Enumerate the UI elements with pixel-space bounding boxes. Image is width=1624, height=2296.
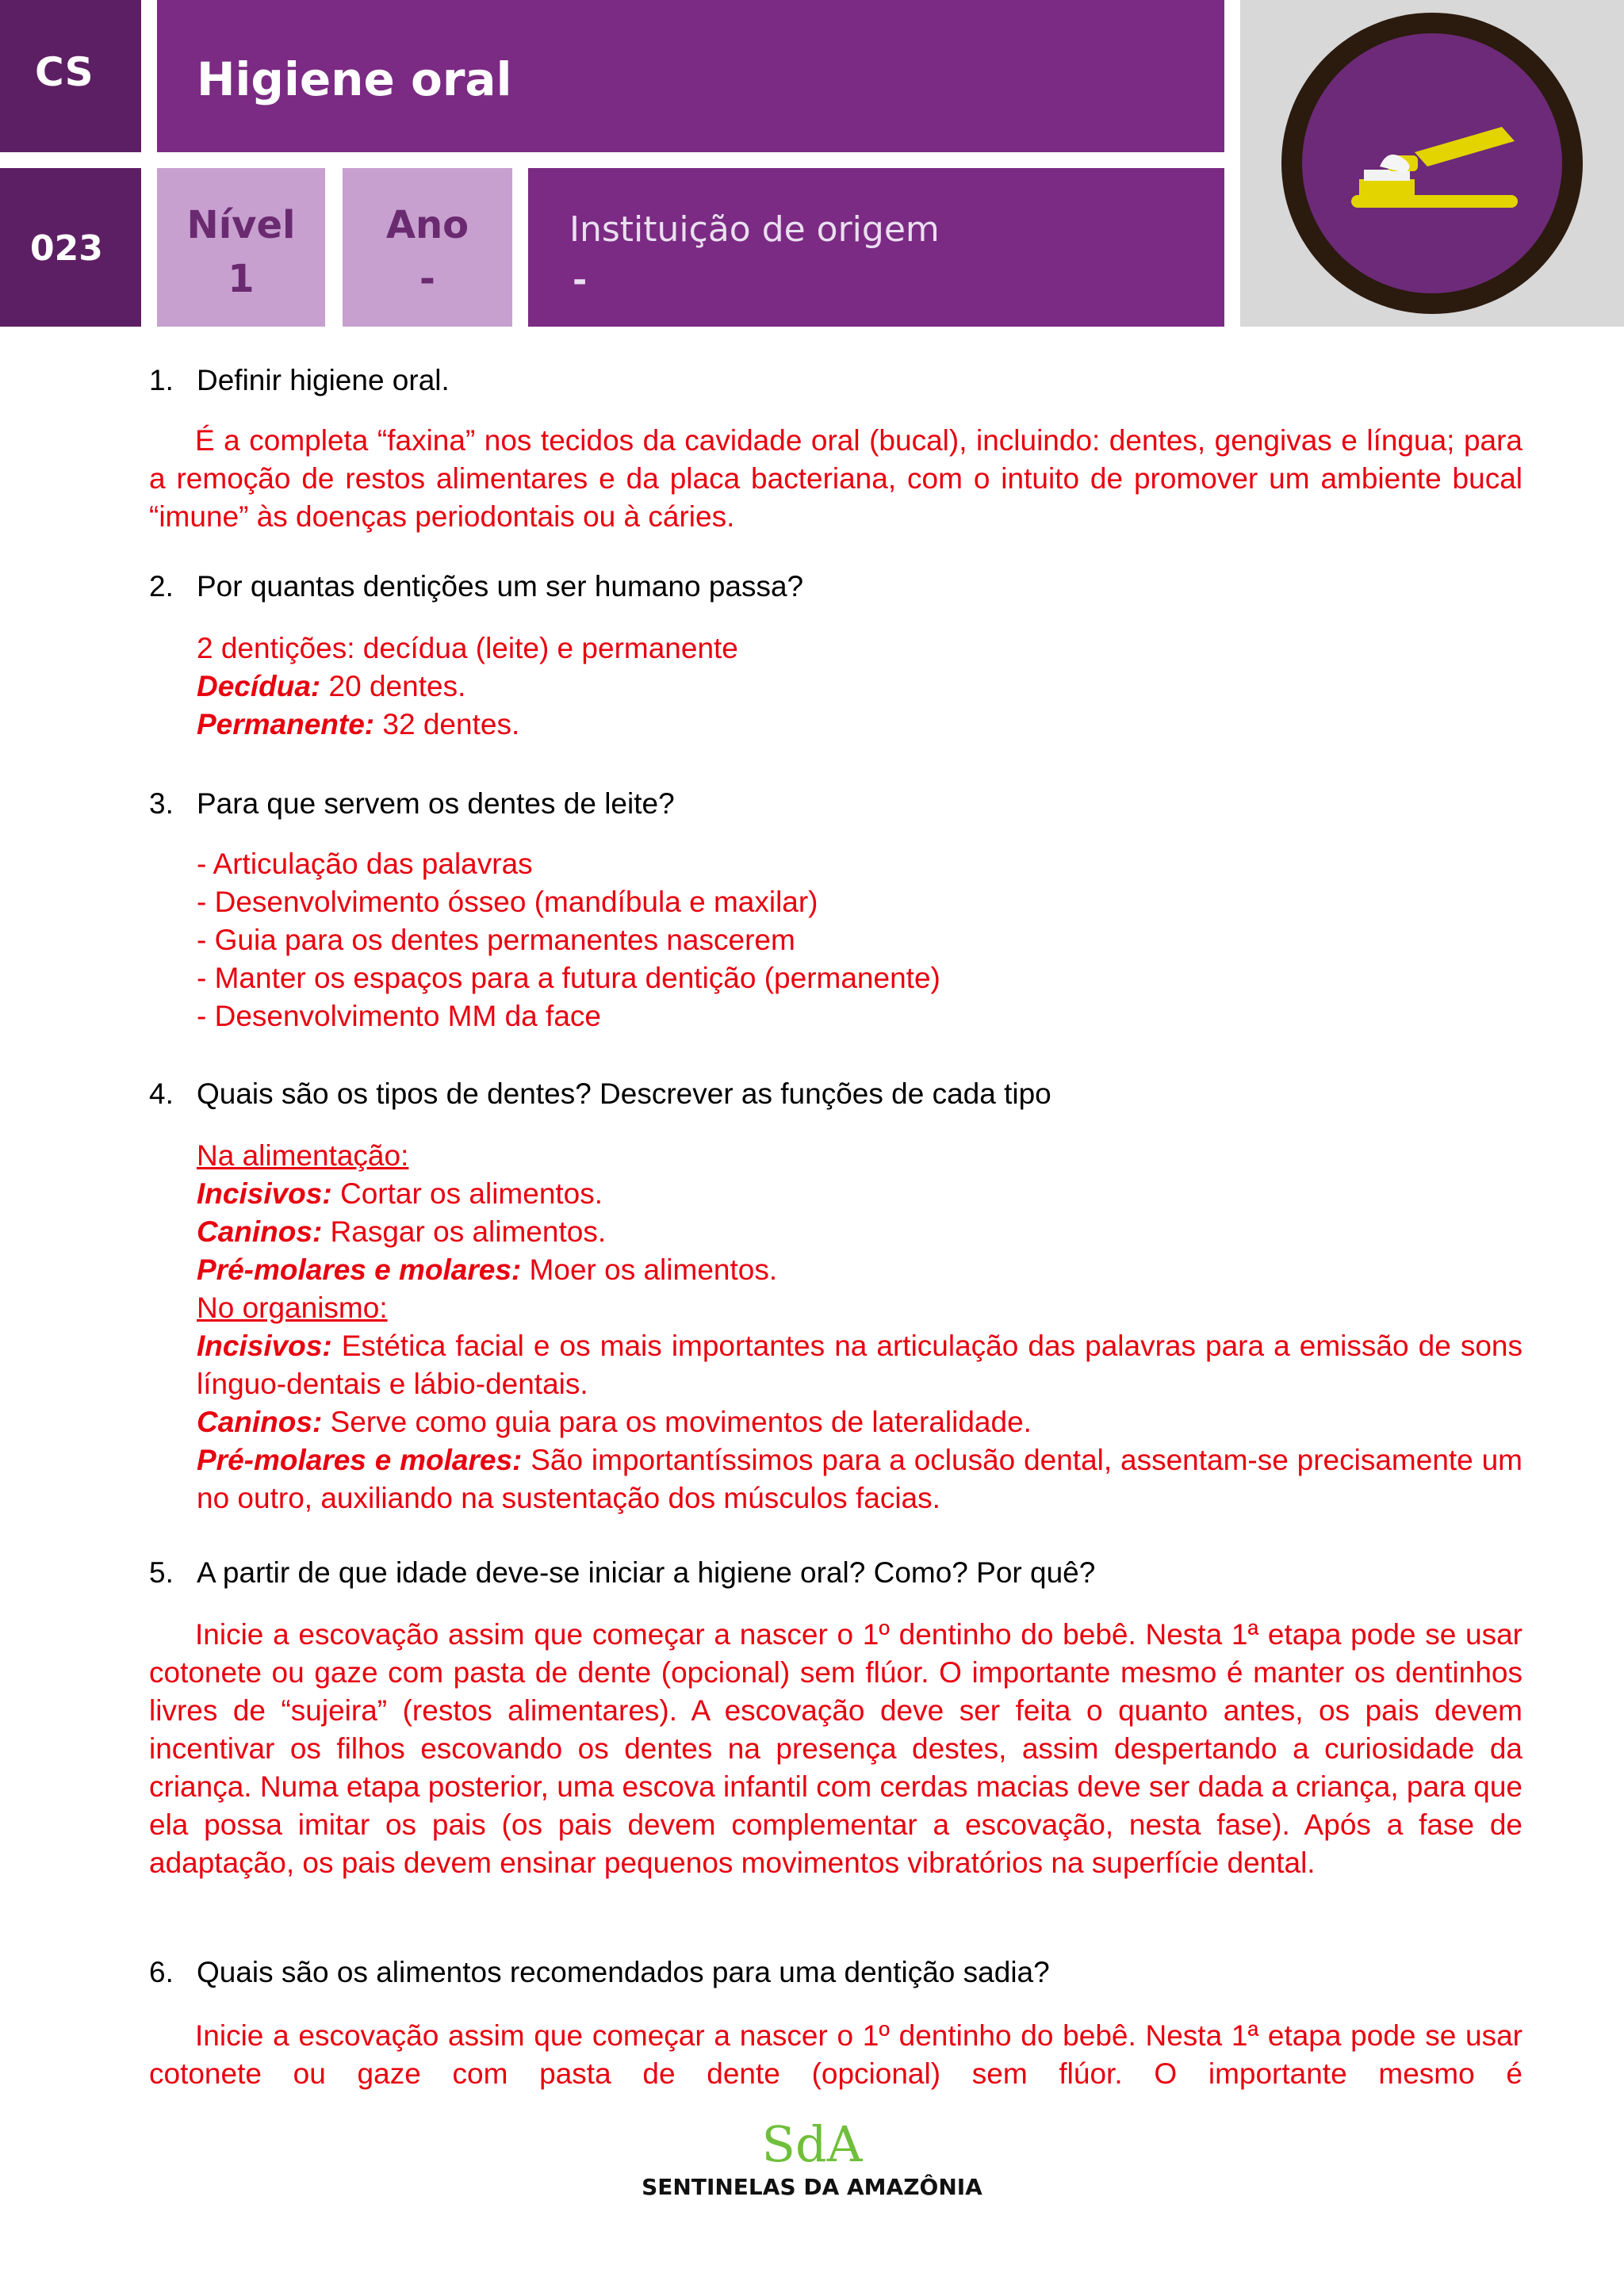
question-number: 2. xyxy=(149,570,174,603)
answer-line: 2 dentições: decídua (leite) e permanente xyxy=(197,632,738,664)
term-label: Caninos: xyxy=(197,1215,323,1248)
question-number: 6. xyxy=(149,1956,174,1988)
ano-label: Ano xyxy=(385,203,469,247)
term-value: Cortar os alimentos. xyxy=(331,1177,603,1210)
answer-line xyxy=(197,1441,1522,1517)
question-number: 1. xyxy=(149,364,174,396)
toothbrush-toothpaste-badge-icon xyxy=(1240,0,1624,327)
term-label: Pré-molares e molares: xyxy=(197,1444,523,1476)
term-value: São importantíssimos para a oclusão dental, assentam-se precisamente um no outro, auxiliando na sustentação dos músculos facias. xyxy=(197,1444,1522,1514)
term-label: Incisivos: xyxy=(197,1177,332,1210)
subheading-alimentacao: Na alimentação: xyxy=(197,1139,409,1172)
answer-5: Inicie a escovação assim que começar a nascer o 1º dentinho do bebê. Nesta 1ª etapa pode se usar cotonete ou gaze com pasta de dente (opcional) sem flúor. O importante mesmo é manter os dentinhos livres de “sujeira” (restos alimentares). A escovação deve ser feita o quanto antes, os pais devem incentivar os filhos escovando os dentes na presença destes, assim despertando a curiosidade da criança. Numa etapa posterior, uma escova infantil com cerdas macias deve ser dada a criança, para que ela possa imitar os pais (os pais devem complementar a escovação, nesta fase). Após a fase de adaptação, os pais devem ensinar pequenos movimentos vibratórios na superfície dental. xyxy=(149,1618,1522,1879)
term-label: Pré-molares e molares: xyxy=(197,1253,522,1286)
question-text: Por quantas dentições um ser humano passa? xyxy=(197,570,804,603)
instituicao-value: - xyxy=(573,260,588,300)
ano-box xyxy=(343,168,512,327)
answer-6: Inicie a escovação assim que começar a nascer o 1º dentinho do bebê. Nesta 1ª etapa pode se usar cotonete ou gaze com pasta de dente (opcional) sem flúor. O importante mesmo é xyxy=(149,2019,1522,2090)
question-number: 3. xyxy=(149,787,174,820)
nivel-box xyxy=(157,168,325,327)
term-value: Estética facial e os mais importantes na articulação das palavras para a emissão de sons línguo-dentais e lábio-dentais. xyxy=(197,1330,1522,1400)
specialty-number-box xyxy=(0,168,141,327)
term-value: Rasgar os alimentos. xyxy=(322,1215,607,1248)
answer-line xyxy=(197,1251,1522,1289)
page-title: Higiene oral xyxy=(197,52,512,106)
term-label: Decídua: xyxy=(197,670,321,702)
term-label: Incisivos: xyxy=(197,1330,332,1362)
subheading-organismo: No organismo: xyxy=(197,1292,388,1324)
list-item: - Guia para os dentes permanentes nascerem xyxy=(197,924,795,956)
list-item: - Desenvolvimento ósseo (mandíbula e maxilar) xyxy=(197,886,818,918)
footer-organization: SENTINELAS DA AMAZÔNIA xyxy=(642,2174,982,2200)
question-text: Quais são os tipos de dentes? Descrever as funções de cada tipo xyxy=(197,1077,1051,1110)
term-value: 32 dentes. xyxy=(374,708,520,740)
term-value: 20 dentes. xyxy=(320,670,466,702)
answer-line xyxy=(197,1327,1522,1403)
nivel-value: 1 xyxy=(228,257,255,301)
ano-value: - xyxy=(419,257,435,301)
answer-3 xyxy=(197,845,1522,1035)
question-number: 5. xyxy=(149,1556,174,1589)
list-item: - Articulação das palavras xyxy=(197,848,533,880)
term-value: Serve como guia para os movimentos de lateralidade. xyxy=(322,1406,1032,1438)
specialty-number: 023 xyxy=(30,228,103,269)
question-text: Quais são os alimentos recomendados para uma dentição sadia? xyxy=(197,1956,1050,1988)
badge-area xyxy=(1240,0,1624,327)
answer-2 xyxy=(197,629,1522,744)
instituicao-label: Instituição de origem xyxy=(569,209,940,250)
term-label: Permanente: xyxy=(197,708,375,740)
sda-logo: SdA xyxy=(761,2115,863,2173)
answer-line xyxy=(197,1175,1522,1213)
list-item: - Desenvolvimento MM da face xyxy=(197,1000,601,1032)
title-box xyxy=(157,0,1224,152)
instituicao-box xyxy=(528,168,1224,327)
nivel-label: Nível xyxy=(186,203,296,247)
answer-line xyxy=(197,1403,1522,1441)
term-value: Moer os alimentos. xyxy=(521,1253,778,1286)
question-text: Para que servem os dentes de leite? xyxy=(197,787,675,820)
question-number: 4. xyxy=(149,1077,174,1110)
question-text: Definir higiene oral. xyxy=(197,364,450,396)
category-code-box xyxy=(0,0,141,152)
answer-line xyxy=(197,706,1522,744)
answer-line xyxy=(197,1213,1522,1251)
question-text: A partir de que idade deve-se iniciar a higiene oral? Como? Por quê? xyxy=(197,1556,1096,1589)
answer-1: É a completa “faxina” nos tecidos da cavidade oral (bucal), incluindo: dentes, gengivas e língua; para a remoção de restos alimentares e da placa bacteriana, com o intuito de promover um ambiente bucal “imune” às doenças periodontais ou à cáries. xyxy=(149,424,1522,533)
answer-line xyxy=(197,668,1522,706)
term-label: Caninos: xyxy=(197,1406,323,1438)
list-item: - Manter os espaços para a futura dentição (permanente) xyxy=(197,962,940,994)
category-code: CS xyxy=(35,49,94,95)
answer-4 xyxy=(197,1137,1522,1517)
